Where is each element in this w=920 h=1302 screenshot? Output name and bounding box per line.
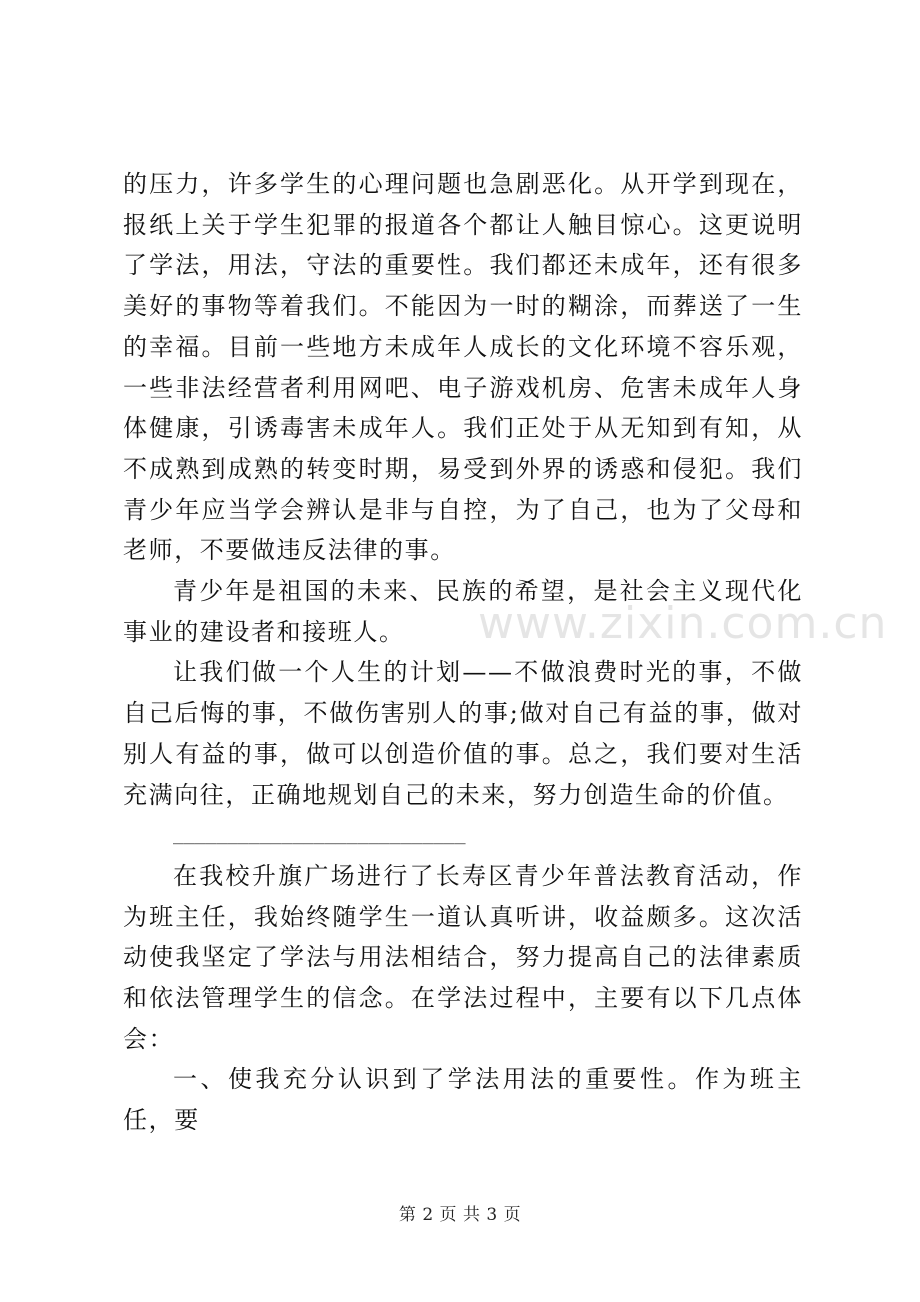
document-body	[123, 164, 803, 1141]
paragraph-3: 让我们做一个人生的计划——不做浪费时光的事，不做自己后悔的事，不做伤害别人的事;做对自己有益的事，做对别人有益的事，做可以创造价值的事。总之，我们要对生活充满向往，正确地规划自己的未来，努力创造生命的价值。	[123, 658, 803, 809]
paragraph-4: 在我校升旗广场进行了长寿区青少年普法教育活动，作为班主任，我始终随学生一道认真听讲，收益颇多。这次活动使我坚定了学法与用法相结合，努力提高自己的法律素质和依法管理学生的信念。在学法过程中，主要有以下几点体会：	[123, 861, 803, 1053]
paragraph-2: 青少年是祖国的未来、民族的希望，是社会主义现代化事业的建设者和接班人。	[123, 577, 803, 646]
paragraph-1: 的压力，许多学生的心理问题也急剧恶化。从开学到现在，报纸上关于学生犯罪的报道各个都让人触目惊心。这更说明了学法，用法，守法的重要性。我们都还未成年，还有很多美好的事物等着我们。不能因为一时的糊涂，而葬送了一生的幸福。目前一些地方未成年人成长的文化环境不容乐观，一些非法经营者利用网吧、电子游戏机房、危害未成年人身体健康，引诱毒害未成年人。我们正处于从无知到有知，从不成熟到成熟的转变时期，易受到外界的诱惑和侵犯。我们青少年应当学会辨认是非与自控，为了自己，也为了父母和老师，不要做违反法律的事。	[123, 170, 803, 565]
page-footer: 第 2 页 共 3 页	[398, 1205, 522, 1225]
separator-line: ___________________________	[173, 824, 466, 846]
watermark: www.zixin.com.cn	[478, 598, 888, 649]
paragraph-5: 一、使我充分认识到了学法用法的重要性。作为班主任，要	[123, 1065, 803, 1135]
